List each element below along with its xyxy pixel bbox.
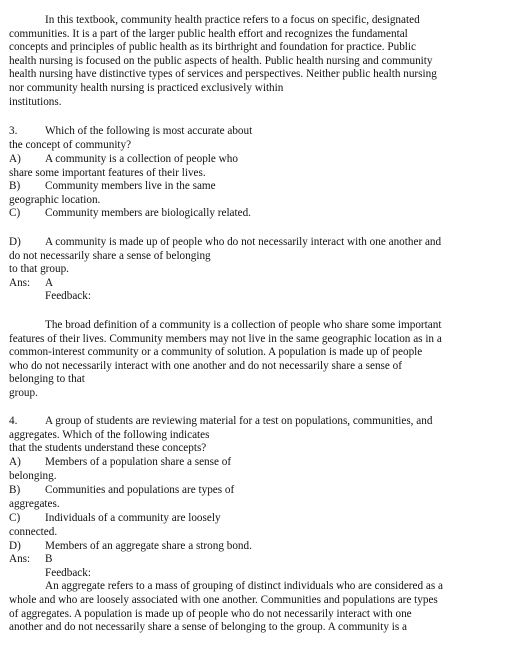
intro-paragraph (9, 14, 479, 109)
option-label: C) (9, 207, 21, 220)
option-label: A) (9, 153, 21, 165)
question-3-option-d (9, 236, 479, 304)
option-text: Community members live in the same (45, 180, 216, 193)
option-text: Individuals of a community are loosely (45, 512, 221, 525)
option-c (9, 512, 479, 526)
option-text: Communities and populations are types of (45, 484, 235, 497)
feedback-heading (9, 567, 479, 581)
answer-line (9, 553, 479, 567)
intro-line: health nursing have distinctive types of services and perspectives. Neither public health nursing (9, 68, 437, 81)
stem-line: that the students understand these concepts? (9, 442, 207, 455)
option-text: Members of a population share a sense of (45, 456, 232, 468)
answer-value: A (45, 276, 54, 289)
question-4-stem (9, 415, 479, 456)
feedback-line: of aggregates. A population is made up of people who do not necessarily interact with one (9, 607, 412, 620)
question-3-options (9, 153, 479, 221)
intro-line: concepts and principles of public health as its birthright and foundation for practice. Public (9, 41, 416, 54)
feedback-heading (9, 290, 479, 304)
option-label: B) (9, 484, 21, 497)
intro-line: communities. It is a part of the larger public health effort and recognizes the fundamental (9, 27, 408, 40)
option-label: C) (9, 512, 21, 525)
question-number: 3. (9, 125, 18, 137)
option-text: A community is made up of people who do not necessarily interact with one another and (45, 236, 442, 248)
option-label: B) (9, 180, 21, 193)
option-label: D) (9, 539, 21, 552)
option-text: Community members are biologically related. (45, 207, 251, 220)
option-text: A community is a collection of people who (45, 153, 238, 165)
feedback-line: group. (9, 386, 38, 399)
feedback-line: The broad definition of a community is a collection of people who share some important (45, 319, 442, 331)
answer-line (9, 277, 479, 291)
feedback-line: whole and who are loosely associated with one another. Communities and populations are types (9, 593, 438, 606)
option-text: do not necessarily share a sense of belonging (9, 249, 211, 262)
stem-line: aggregates. Which of the following indicates (9, 428, 210, 441)
question-3-stem (9, 125, 479, 152)
feedback-line: features of their lives. Community members may not live in the same geographic location as in a (9, 332, 442, 345)
intro-line: institutions. (9, 95, 62, 108)
feedback-line: who do not necessarily interact with one another and do not necessarily share a sense of (9, 359, 402, 372)
answer-label: Ans: (9, 553, 31, 566)
intro-line: In this textbook, community health practice refers to a focus on specific, designated (45, 14, 420, 26)
option-b (9, 484, 479, 498)
question-3-feedback (9, 319, 479, 401)
answer-value: B (45, 553, 53, 566)
intro-line: health nursing is focused on the public aspects of health. Public health nursing and community (9, 54, 433, 67)
option-text: to that group. (9, 263, 69, 276)
option-d (9, 236, 479, 250)
option-label: A) (9, 456, 21, 468)
feedback-label: Feedback: (45, 566, 91, 579)
option-text: geographic location. (9, 193, 101, 206)
option-text: aggregates. (9, 497, 60, 510)
question-4-options (9, 456, 479, 635)
option-d (9, 540, 479, 554)
stem-line: A group of students are reviewing material for a test on populations, communities, and (45, 415, 433, 427)
option-a (9, 153, 479, 167)
question-number: 4. (9, 415, 18, 427)
intro-line: nor community health nursing is practiced exclusively within (9, 81, 284, 94)
option-text: share some important features of their lives. (9, 166, 206, 179)
option-text: Members of an aggregate share a strong bond. (45, 539, 252, 552)
feedback-label: Feedback: (45, 290, 91, 303)
option-text: belonging. (9, 469, 57, 482)
stem-line: Which of the following is most accurate about (45, 125, 253, 137)
option-c (9, 207, 479, 221)
option-text: connected. (9, 525, 58, 538)
feedback-line: another and do not necessarily share a sense of belonging to the group. A community is a (9, 621, 407, 634)
answer-label: Ans: (9, 276, 31, 289)
feedback-line: belonging to that (9, 373, 85, 386)
feedback-line: An aggregate refers to a mass of grouping of distinct individuals who are considered as a (45, 580, 443, 593)
stem-line: the concept of community? (9, 138, 132, 151)
option-b (9, 180, 479, 194)
option-label: D) (9, 236, 21, 248)
feedback-line: common-interest community or a community of solution. A population is made up of people (9, 346, 423, 359)
option-a (9, 456, 479, 470)
